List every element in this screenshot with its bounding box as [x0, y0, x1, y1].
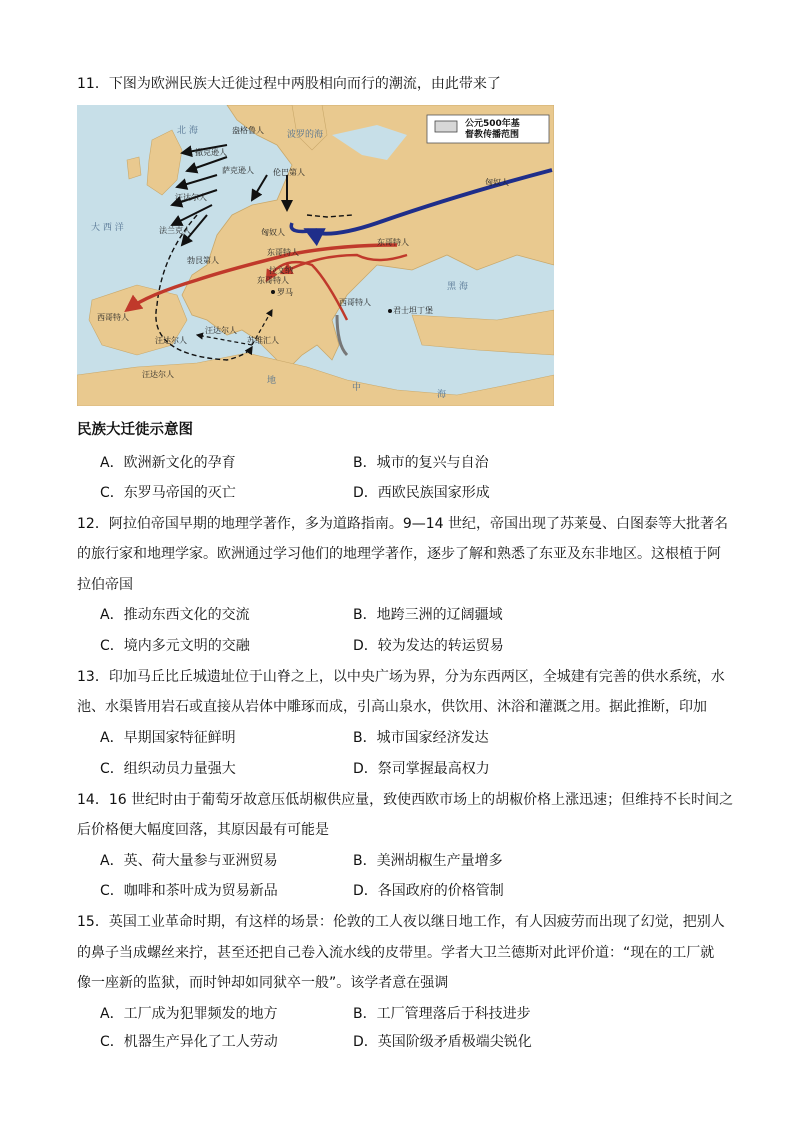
map-label: 匈奴人 — [485, 178, 509, 187]
q13-option-c[interactable]: C．组织动员力量强大 — [100, 761, 236, 777]
map-label: 东哥特人 — [377, 238, 409, 247]
city-rome — [271, 290, 275, 294]
q12-option-d[interactable]: D．较为发达的转运贸易 — [353, 638, 504, 654]
legend-line-1: 公元500年基 — [465, 119, 520, 129]
q12-option-c[interactable]: C．境内多元文明的交融 — [100, 638, 250, 654]
map-label: 伦巴第人 — [273, 168, 305, 177]
q14-option-c[interactable]: C．咖啡和茶叶成为贸易新品 — [100, 883, 278, 899]
q13-option-b[interactable]: B．城市国家经济发达 — [353, 730, 489, 746]
sea-label: 北 海 — [177, 126, 198, 136]
q12-option-a[interactable]: A．推动东西文化的交流 — [100, 607, 250, 623]
q14-stem-line: 14．16 世纪时由于葡萄牙故意压低胡椒供应量，致使西欧市场上的胡椒价格上涨迅速；但维持不长时间之 — [77, 792, 734, 808]
q13-stem-line: 13．印加马丘比丘城遗址位于山脊之上，以中央广场为界，分为东西两区，全城建有完善的供水系统，水 — [77, 669, 725, 685]
map-label: 苏维汇人 — [247, 336, 279, 345]
q11-stem: 11．下图为欧洲民族大迁徙过程中两股相向而行的潮流，由此带来了 — [77, 76, 501, 92]
q12-stem-line: 的旅行家和地理学家。欧洲通过学习他们的地理学著作，逐步了解和熟悉了东亚及东非地区。这根植于阿 — [77, 546, 721, 562]
legend-swatch — [435, 121, 457, 132]
q12-stem-line: 12．阿拉伯帝国早期的地理学著作，多为道路指南。9—14 世纪，帝国出现了苏莱曼、白图泰等大批著名 — [77, 516, 728, 532]
q14-option-a[interactable]: A．英、荷大量参与亚洲贸易 — [100, 853, 278, 869]
map-label: 法兰克人 — [159, 226, 191, 235]
q11-option-c[interactable]: C．东罗马帝国的灭亡 — [100, 485, 236, 501]
map-label: 拉文纳 — [269, 266, 293, 275]
q11-option-a[interactable]: A．欧洲新文化的孕育 — [100, 455, 236, 471]
q15-option-d[interactable]: D．英国阶级矛盾极端尖锐化 — [353, 1034, 532, 1050]
sea-label: 海 — [437, 390, 447, 400]
q14-option-b[interactable]: B．美洲胡椒生产量增多 — [353, 853, 503, 869]
migration-map — [77, 105, 554, 406]
q11-option-b[interactable]: B．城市的复兴与自治 — [353, 455, 489, 471]
map-label: 匈奴人 — [261, 228, 285, 237]
map-label: 汪达尔人 — [175, 193, 207, 202]
q14-stem-line: 后价格便大幅度回落，其原因最有可能是 — [77, 822, 329, 838]
sea-label: 地 — [267, 376, 277, 386]
q15-option-b[interactable]: B．工厂管理落后于科技进步 — [353, 1006, 531, 1022]
map-label: 西哥特人 — [339, 298, 371, 307]
q15-stem-line: 的鼻子当成螺丝来拧，甚至还把自己卷入流水线的皮带里。学者大卫兰德斯对此评价道：“现在的工厂就 — [77, 945, 715, 961]
q13-option-d[interactable]: D．祭司掌握最高权力 — [353, 761, 490, 777]
q15-stem-line: 15．英国工业革命时期，有这样的场景：伦敦的工人夜以继日地工作，有人因疲劳而出现了幻觉，把别人 — [77, 914, 725, 930]
map-label: 东哥特人 — [257, 276, 289, 285]
sea-label: 波罗的海 — [287, 130, 324, 140]
map-label: 撒克逊人 — [195, 148, 227, 157]
land-ireland — [127, 157, 141, 179]
q14-option-d[interactable]: D．各国政府的价格管制 — [353, 883, 504, 899]
q12-option-b[interactable]: B．地跨三洲的辽阔疆域 — [353, 607, 503, 623]
q13-option-a[interactable]: A．早期国家特征鲜明 — [100, 730, 236, 746]
q15-option-c[interactable]: C．机器生产异化了工人劳动 — [100, 1034, 278, 1050]
map-label: 汪达尔人 — [142, 370, 174, 379]
q11-option-d[interactable]: D．西欧民族国家形成 — [353, 485, 490, 501]
map-label: 萨克逊人 — [222, 166, 254, 175]
map-label: 盎格鲁人 — [232, 126, 264, 135]
map-label: 东哥特人 — [267, 248, 299, 257]
map-label: 汪达尔人 — [205, 326, 237, 335]
city-constantinople — [388, 309, 392, 313]
map-label: 罗马 — [277, 288, 293, 297]
legend-line-2: 督教传播范围 — [465, 130, 520, 140]
q15-option-a[interactable]: A．工厂成为犯罪频发的地方 — [100, 1006, 278, 1022]
sea-label: 黑 海 — [447, 282, 468, 292]
map-label: 君士坦丁堡 — [393, 306, 433, 315]
sea-label: 中 — [352, 383, 362, 393]
map-label: 汪达尔人 — [155, 336, 187, 345]
q12-stem-line: 拉伯帝国 — [77, 577, 133, 593]
sea-label: 大 西 洋 — [91, 223, 124, 233]
map-label: 勃艮第人 — [187, 256, 219, 265]
q13-stem-line: 池、水渠皆用岩石或直接从岩体中雕琢而成，引高山泉水，供饮用、沐浴和灌溉之用。据此推断，印加 — [77, 699, 707, 715]
map-label: 西哥特人 — [97, 313, 129, 322]
map-caption: 民族大迁徙示意图 — [77, 422, 193, 438]
q15-stem-line: 像一座新的监狱，而时钟却如同狱卒一般”。该学者意在强调 — [77, 975, 449, 991]
